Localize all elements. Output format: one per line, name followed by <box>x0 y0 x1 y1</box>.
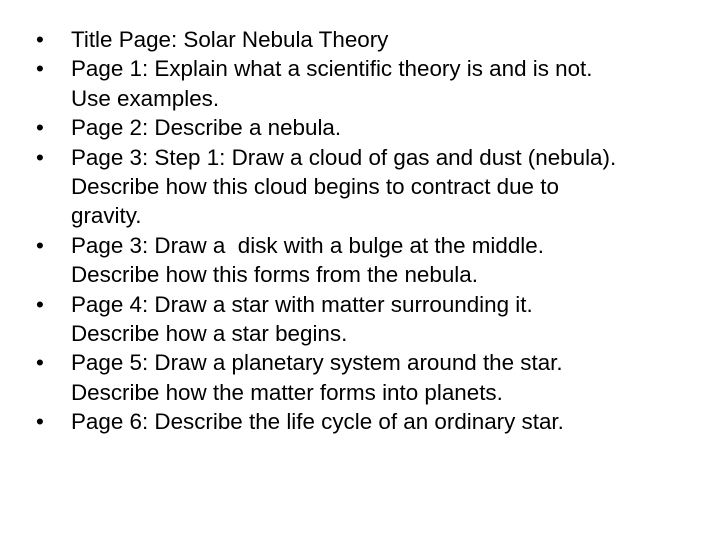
bullet-icon: • <box>36 232 44 258</box>
bullet-line: Page 2: Describe a nebula. <box>71 115 342 141</box>
bullet-line: Page 4: Draw a star with matter surrounding it. <box>71 291 533 317</box>
bullet-line: Describe how this forms from the nebula. <box>71 262 478 288</box>
bullet-icon: • <box>36 27 44 52</box>
bullet-item-page-2 <box>36 113 696 142</box>
bullet-item-page-5 <box>36 348 696 407</box>
bullet-icon: • <box>36 350 44 376</box>
bullet-line: gravity. <box>71 203 142 229</box>
bullet-line: Page 3: Step 1: Draw a cloud of gas and dust (nebula). <box>71 144 617 170</box>
bullet-line: Describe how a star begins. <box>71 321 348 347</box>
bullet-line: Title Page: Solar Nebula Theory <box>71 27 389 52</box>
bullet-line: Use examples. <box>71 85 220 111</box>
bullet-item-page-1 <box>36 54 696 113</box>
bullet-item-page-3-disk <box>36 231 696 290</box>
bullet-icon: • <box>36 291 44 317</box>
bullet-line: Describe how the matter forms into planets. <box>71 379 503 405</box>
bullet-item-page-6 <box>36 407 696 436</box>
bullet-line: Describe how this cloud begins to contract due to <box>71 174 559 200</box>
bullet-icon: • <box>36 409 44 435</box>
bullet-line: Page 6: Describe the life cycle of an ordinary star. <box>71 409 564 435</box>
bullet-icon: • <box>36 56 44 82</box>
bullet-line: Page 3: Draw a disk with a bulge at the middle. <box>71 232 544 258</box>
bullet-line: Page 1: Explain what a scientific theory is and is not. <box>71 56 593 82</box>
bullet-icon: • <box>36 144 44 170</box>
bullet-item-title-page <box>36 25 696 54</box>
bullet-item-page-4 <box>36 290 696 349</box>
bullet-icon: • <box>36 115 44 141</box>
bullet-item-page-3-step-1 <box>36 143 696 231</box>
bullet-list <box>36 25 696 437</box>
bullet-line: Page 5: Draw a planetary system around the star. <box>71 350 563 376</box>
